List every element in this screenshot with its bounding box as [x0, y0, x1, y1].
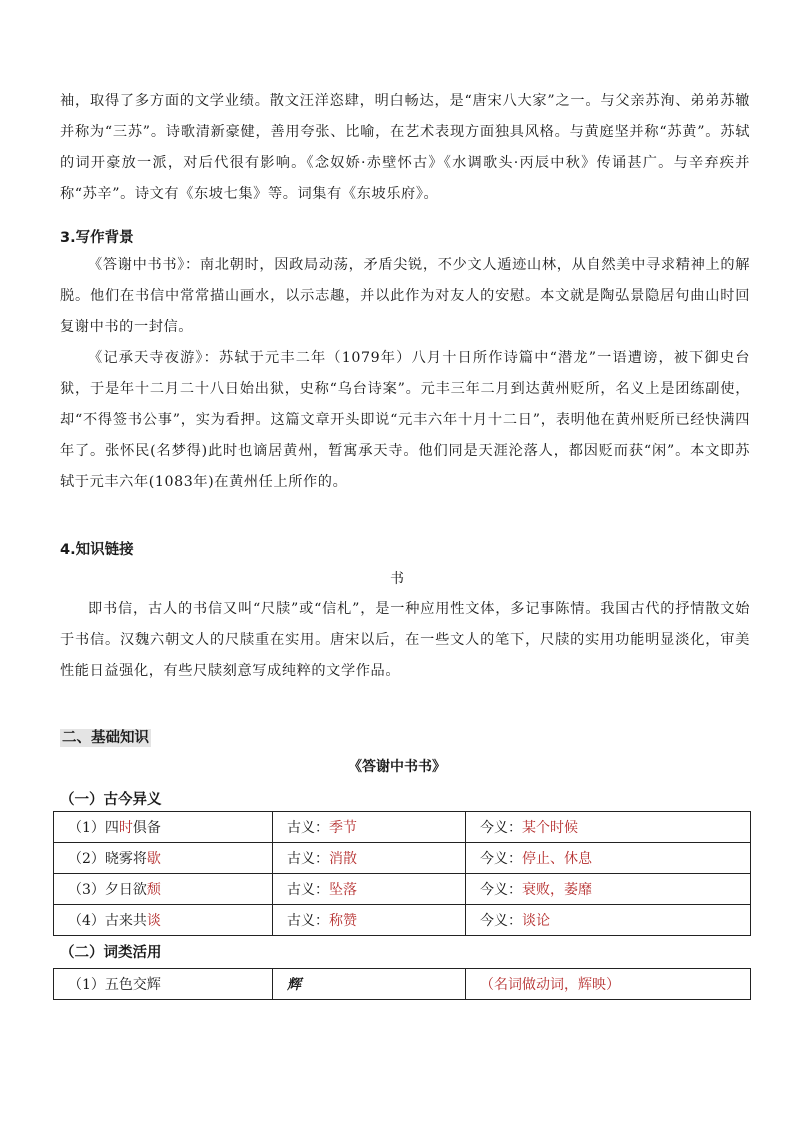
ancient-label: 古义： [287, 820, 329, 836]
heading-background: 3.写作背景 [60, 230, 134, 246]
modern-meaning: 衰败，萎靡 [522, 882, 592, 898]
modern-meaning-cell [466, 843, 751, 874]
modern-meaning-cell [466, 874, 751, 905]
ancient-modern-table [53, 811, 751, 936]
table-row [54, 874, 751, 905]
modern-meaning-cell [466, 812, 751, 843]
phrase-cell [54, 812, 273, 843]
ancient-meaning-cell [273, 812, 466, 843]
table-row [54, 969, 751, 1000]
modern-meaning: 谈论 [522, 913, 550, 929]
subheading-ancient-modern: （一）古今异义 [60, 792, 162, 808]
background-paragraph-2: 《记承天寺夜游》：苏轼于元丰二年（1079年）八月十日所作诗篇中“潜龙”一语遭谤，被下御史台狱，于是年十二月二十八日始出狱，史称“乌台诗案”。元丰三年二月到达黄州贬所，名义上是团练副使，却“不得签书公事”，实为看押。这篇文章开头即说“元丰六年十月十二日”，表明他在黄州贬所已经快满四年了。张怀民(名梦得)此时也谪居黄州，暂寓承天寺。他们同是天涯沦落人，都因贬而获“闲”。本文即苏轼于元丰六年(1083年)在黄州任上所作的。 [60, 350, 750, 490]
ancient-meaning-cell [273, 843, 466, 874]
phrase-text: （1）四 [68, 820, 119, 836]
ancient-label: 古义： [287, 851, 329, 867]
key-word: 歇 [146, 851, 161, 867]
phrase-cell [54, 843, 273, 874]
ancient-meaning-cell [273, 874, 466, 905]
phrase-text-tail: 俱备 [132, 820, 161, 836]
intro-paragraph: 袖，取得了多方面的文学业绩。散文汪洋恣肆，明白畅达，是“唐宋八大家”之一。与父亲苏洵、弟弟苏辙并称为“三苏”。诗歌清新豪健，善用夸张、比喻，在艺术表现方面独具风格。与黄庭坚并称“苏黄”。苏轼的词开豪放一派，对后代很有影响。《念奴娇·赤壁怀古》《水调歌头·丙辰中秋》传诵甚广。与辛弃疾并称“苏辛”。诗文有《东坡七集》等。词集有《东坡乐府》。 [60, 93, 750, 202]
phrase-text: （2）晓雾将 [68, 851, 147, 867]
ancient-label: 古义： [287, 882, 329, 898]
word-cell: 辉 [273, 969, 466, 1000]
key-word: 谈 [146, 913, 161, 929]
phrase-cell [54, 905, 273, 936]
essay-title: 《答谢中书书》 [348, 759, 446, 775]
knowledge-paragraph: 即书信，古人的书信又叫“尺牍”或“信札”，是一种应用性文体，多记事陈情。我国古代的抒情散文始于书信。汉魏六朝文人的尺牍重在实用。唐宋以后，在一些文人的笔下，尺牍的实用功能明显淡化，审美性能日益强化，有些尺牍刻意写成纯粹的文学作品。 [60, 601, 750, 679]
ancient-meaning: 季节 [329, 820, 357, 836]
ancient-meaning-cell [273, 905, 466, 936]
table-row [54, 843, 751, 874]
subheading-word-class: （二）词类活用 [60, 945, 162, 961]
key-word: 颓 [146, 882, 161, 898]
modern-label: 今义： [480, 913, 522, 929]
modern-label: 今义： [480, 851, 522, 867]
table-row [54, 812, 751, 843]
background-paragraph-1: 《答谢中书书》：南北朝时，因政局动荡，矛盾尖锐，不少文人遁迹山林，从自然美中寻求精神上的解脱。他们在书信中常常描山画水，以示志趣，并以此作为对友人的安慰。本文就是陶弘景隐居句曲山时回复谢中书的一封信。 [60, 257, 750, 335]
modern-meaning: 某个时候 [522, 820, 578, 836]
key-word: 时 [118, 820, 133, 836]
table-row [54, 905, 751, 936]
word-class-table [53, 968, 751, 1000]
modern-label: 今义： [480, 820, 522, 836]
section-heading-basics: 二、基础知识 [62, 730, 149, 746]
knowledge-center-label: 书 [390, 571, 404, 587]
ancient-label: 古义： [287, 913, 329, 929]
modern-label: 今义： [480, 882, 522, 898]
ancient-meaning: 消散 [329, 851, 357, 867]
explanation-cell: （名词做动词，辉映） [466, 969, 751, 1000]
ancient-meaning: 坠落 [329, 882, 357, 898]
phrase-text: （3）夕日欲 [68, 882, 147, 898]
ancient-meaning: 称赞 [329, 913, 357, 929]
modern-meaning-cell [466, 905, 751, 936]
phrase-cell: （1）五色交辉 [54, 969, 273, 1000]
modern-meaning: 停止、休息 [522, 851, 592, 867]
phrase-cell [54, 874, 273, 905]
heading-knowledge: 4.知识链接 [60, 542, 134, 558]
phrase-text: （4）古来共 [68, 913, 147, 929]
